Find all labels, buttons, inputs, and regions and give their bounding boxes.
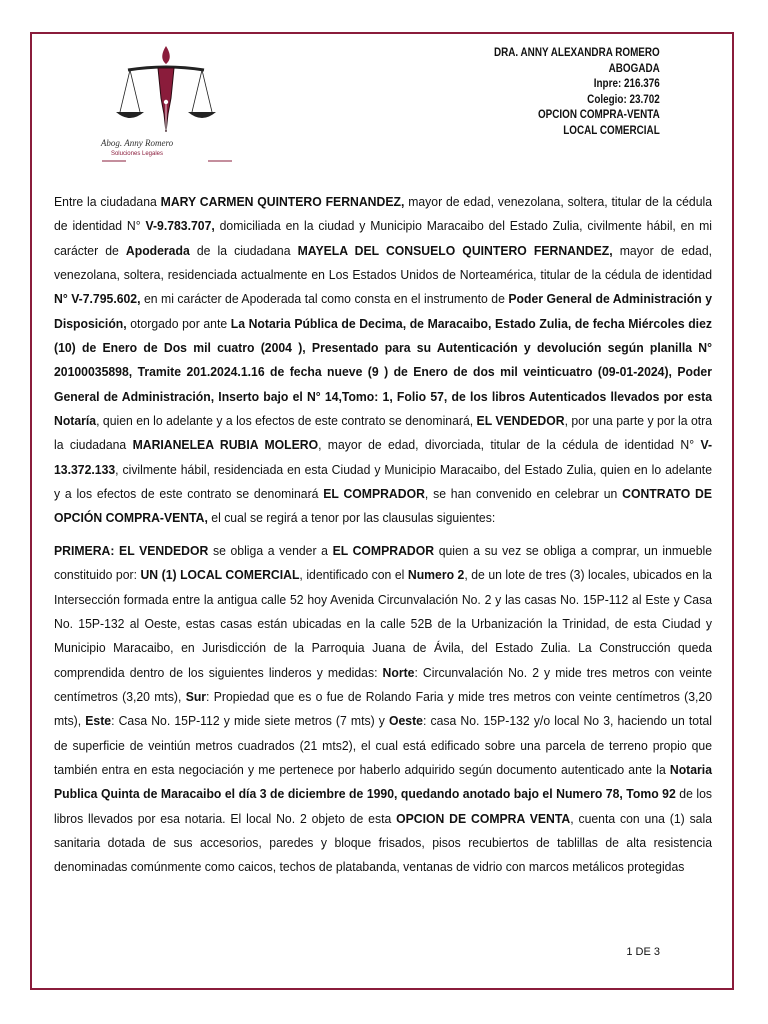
text-run: se obliga a vender a [208, 542, 333, 558]
bold-text-run: MARIANELEA RUBIA MOLERO [132, 437, 319, 453]
text-run: , cuenta con una (1) sala sanitaria dotada de sus accesorios, paredes y bloque frisados, pisos recubiertos de tablillas de alta resistencia denominadas comúnmente como caicos, techos de platabanda, ventanas de vidrio con marcos metálicos protegidas [54, 810, 712, 875]
header-line: OPCION COMPRA-VENTA [538, 109, 660, 121]
bold-text-run: UN (1) LOCAL COMERCIAL [140, 567, 300, 583]
bold-text-run: EL COMPRADOR [323, 486, 425, 502]
logo-name: Abog. Anny Romero [100, 138, 174, 148]
text-run: , de un lote de tres (3) locales, ubicados en la Intersección formada entre la antigua calle 52 hoy Avenida Circunvalación No. 2 y las casas No. 15P-112 al Este y Casa No. 15P-132 al Oeste, estas casas están ubicadas en la calle 52B de la Urbanización la Trinidad, de esta Ciudad y Municipio Maracaibo, en Jurisdicción de la Parroquia Juana de Ávila, del Estado Zulia. La Construcción queda comprendida dentro de los siguientes linderos y medidas: [54, 567, 712, 680]
bold-text-run: Norte [382, 664, 415, 680]
header-line: DRA. ANNY ALEXANDRA ROMERO [494, 47, 660, 59]
text-run: Entre la ciudadana [54, 194, 161, 209]
contract-body [54, 190, 712, 888]
text-run: de la ciudadana [189, 242, 298, 258]
bold-text-run: EL VENDEDOR [476, 413, 565, 429]
bold-text-run: Notaria Publica Quinta de Maracaibo el día 3 de diciembre de 1990, quedando anotado bajo el Numero 78, Tomo 92 [54, 761, 712, 802]
bold-text-run: V-9.783.707, [145, 218, 215, 234]
text-run: de los libros llevados por esa notaria. El local No. 2 objeto de esta [54, 786, 712, 826]
text-run: en mi carácter de Apoderada tal como consta en el instrumento de [140, 291, 509, 307]
text-run: : casa No. 15P-132 y/o local No 3, haciendo un total de superficie de veintiún metros cuadrados (21 mts2), el cual está edificado sobre una parcela de terreno propio que también entra en esta negociación y me pertenece por haberlo adquirido según documento autenticado ante la [54, 713, 712, 777]
bold-text-run: MAYELA DEL CONSUELO QUINTERO FERNANDEZ, [297, 242, 613, 258]
bold-text-run: Poder General de Administración y Disposición, [54, 291, 712, 331]
text-run: , identificado con el [299, 567, 408, 583]
text-run: quien a su vez se obliga a comprar, un inmueble constituido por: [54, 542, 712, 583]
text-run: domiciliada en la ciudad y Municipio Maracaibo del Estado Zulia, civilmente hábil, en mi carácter de [54, 218, 712, 258]
text-run: , por una parte y por la otra la ciudadana [54, 413, 712, 453]
text-run: , se han convenido en celebrar un [424, 486, 623, 502]
text-run: , civilmente hábil, residenciada en esta Ciudad y Municipio Maracaibo, del Estado Zulia, quien en lo adelante y a los efectos de este contrato se denominará [54, 461, 712, 502]
paragraph-intro [54, 190, 712, 531]
bold-text-run: V-13.372.133 [54, 437, 713, 477]
letterhead [494, 46, 660, 139]
bold-text-run: N° V-7.795.602, [54, 291, 141, 307]
text-run: mayor de edad, venezolana, soltera, residenciada actualmente en Los Estados Unidos de Norteamérica, titular de la cédula de identidad [54, 242, 713, 283]
bold-text-run: Apoderada [125, 242, 190, 258]
bold-text-run: MARY CARMEN QUINTERO FERNANDEZ, [160, 194, 405, 209]
bold-text-run: Numero 2 [407, 567, 465, 583]
bold-text-run: EL COMPRADOR [332, 542, 435, 558]
bold-text-run: Oeste [388, 713, 423, 729]
header-line: LOCAL COMERCIAL [563, 124, 660, 137]
text-run: , mayor de edad, divorciada, titular de la cédula de identidad N° [318, 437, 701, 453]
text-run: : Propiedad que es o fue de Rolando Faria y mide tres metros con veinte centímetros (3,20 mts), [54, 688, 712, 729]
text-run: , quien en lo adelante y a los efectos de este contrato se denominará, [96, 413, 477, 429]
bold-text-run: Este [85, 713, 112, 729]
document-page [30, 32, 734, 990]
header-line: Inpre: 216.376 [594, 78, 660, 90]
page-number: 1 DE 3 [626, 946, 660, 958]
text-run: otorgado por ante [126, 315, 231, 331]
bold-text-run: CONTRATO DE OPCIÓN COMPRA-VENTA, [54, 486, 713, 526]
header-line: ABOGADA [608, 62, 660, 75]
text-run: mayor de edad, venezolana, soltera, titular de la cédula de identidad N° [54, 194, 712, 234]
text-run: el cual se regirá a tenor por las clausulas siguientes: [207, 510, 496, 526]
paragraph-primera [54, 539, 712, 880]
logo-subtitle: Soluciones Legales [110, 151, 164, 157]
bold-text-run: Sur [185, 688, 207, 704]
text-run: : Circunvalación No. 2 y mide tres metros con veinte centímetros (3,20 mts), [54, 664, 712, 704]
bold-text-run: OPCION DE COMPRA VENTA [396, 810, 571, 826]
bold-text-run: La Notaria Pública de Decima, de Maracaibo, Estado Zulia, de fecha Miércoles diez (10) de Enero de Dos mil cuatro (2004 ), Presentado para su Autenticación y devolución según planilla N° 20100035898, Tramite 201.2024.1.16 de fecha nueve (9 ) de Enero de dos mil veinticuatro (09-01-2024), Poder General de Administración, Inserto bajo el N° 14,Tomo: 1, Folio 57, de los libros Autenticados llevados por esta Notaría [54, 315, 712, 429]
bold-text-run: PRIMERA: EL VENDEDOR [54, 542, 209, 558]
justice-scale-logo [98, 40, 268, 168]
header-line: Colegio: 23.702 [587, 93, 660, 106]
text-run: : Casa No. 15P-112 y mide siete metros (7 mts) y [111, 713, 389, 729]
